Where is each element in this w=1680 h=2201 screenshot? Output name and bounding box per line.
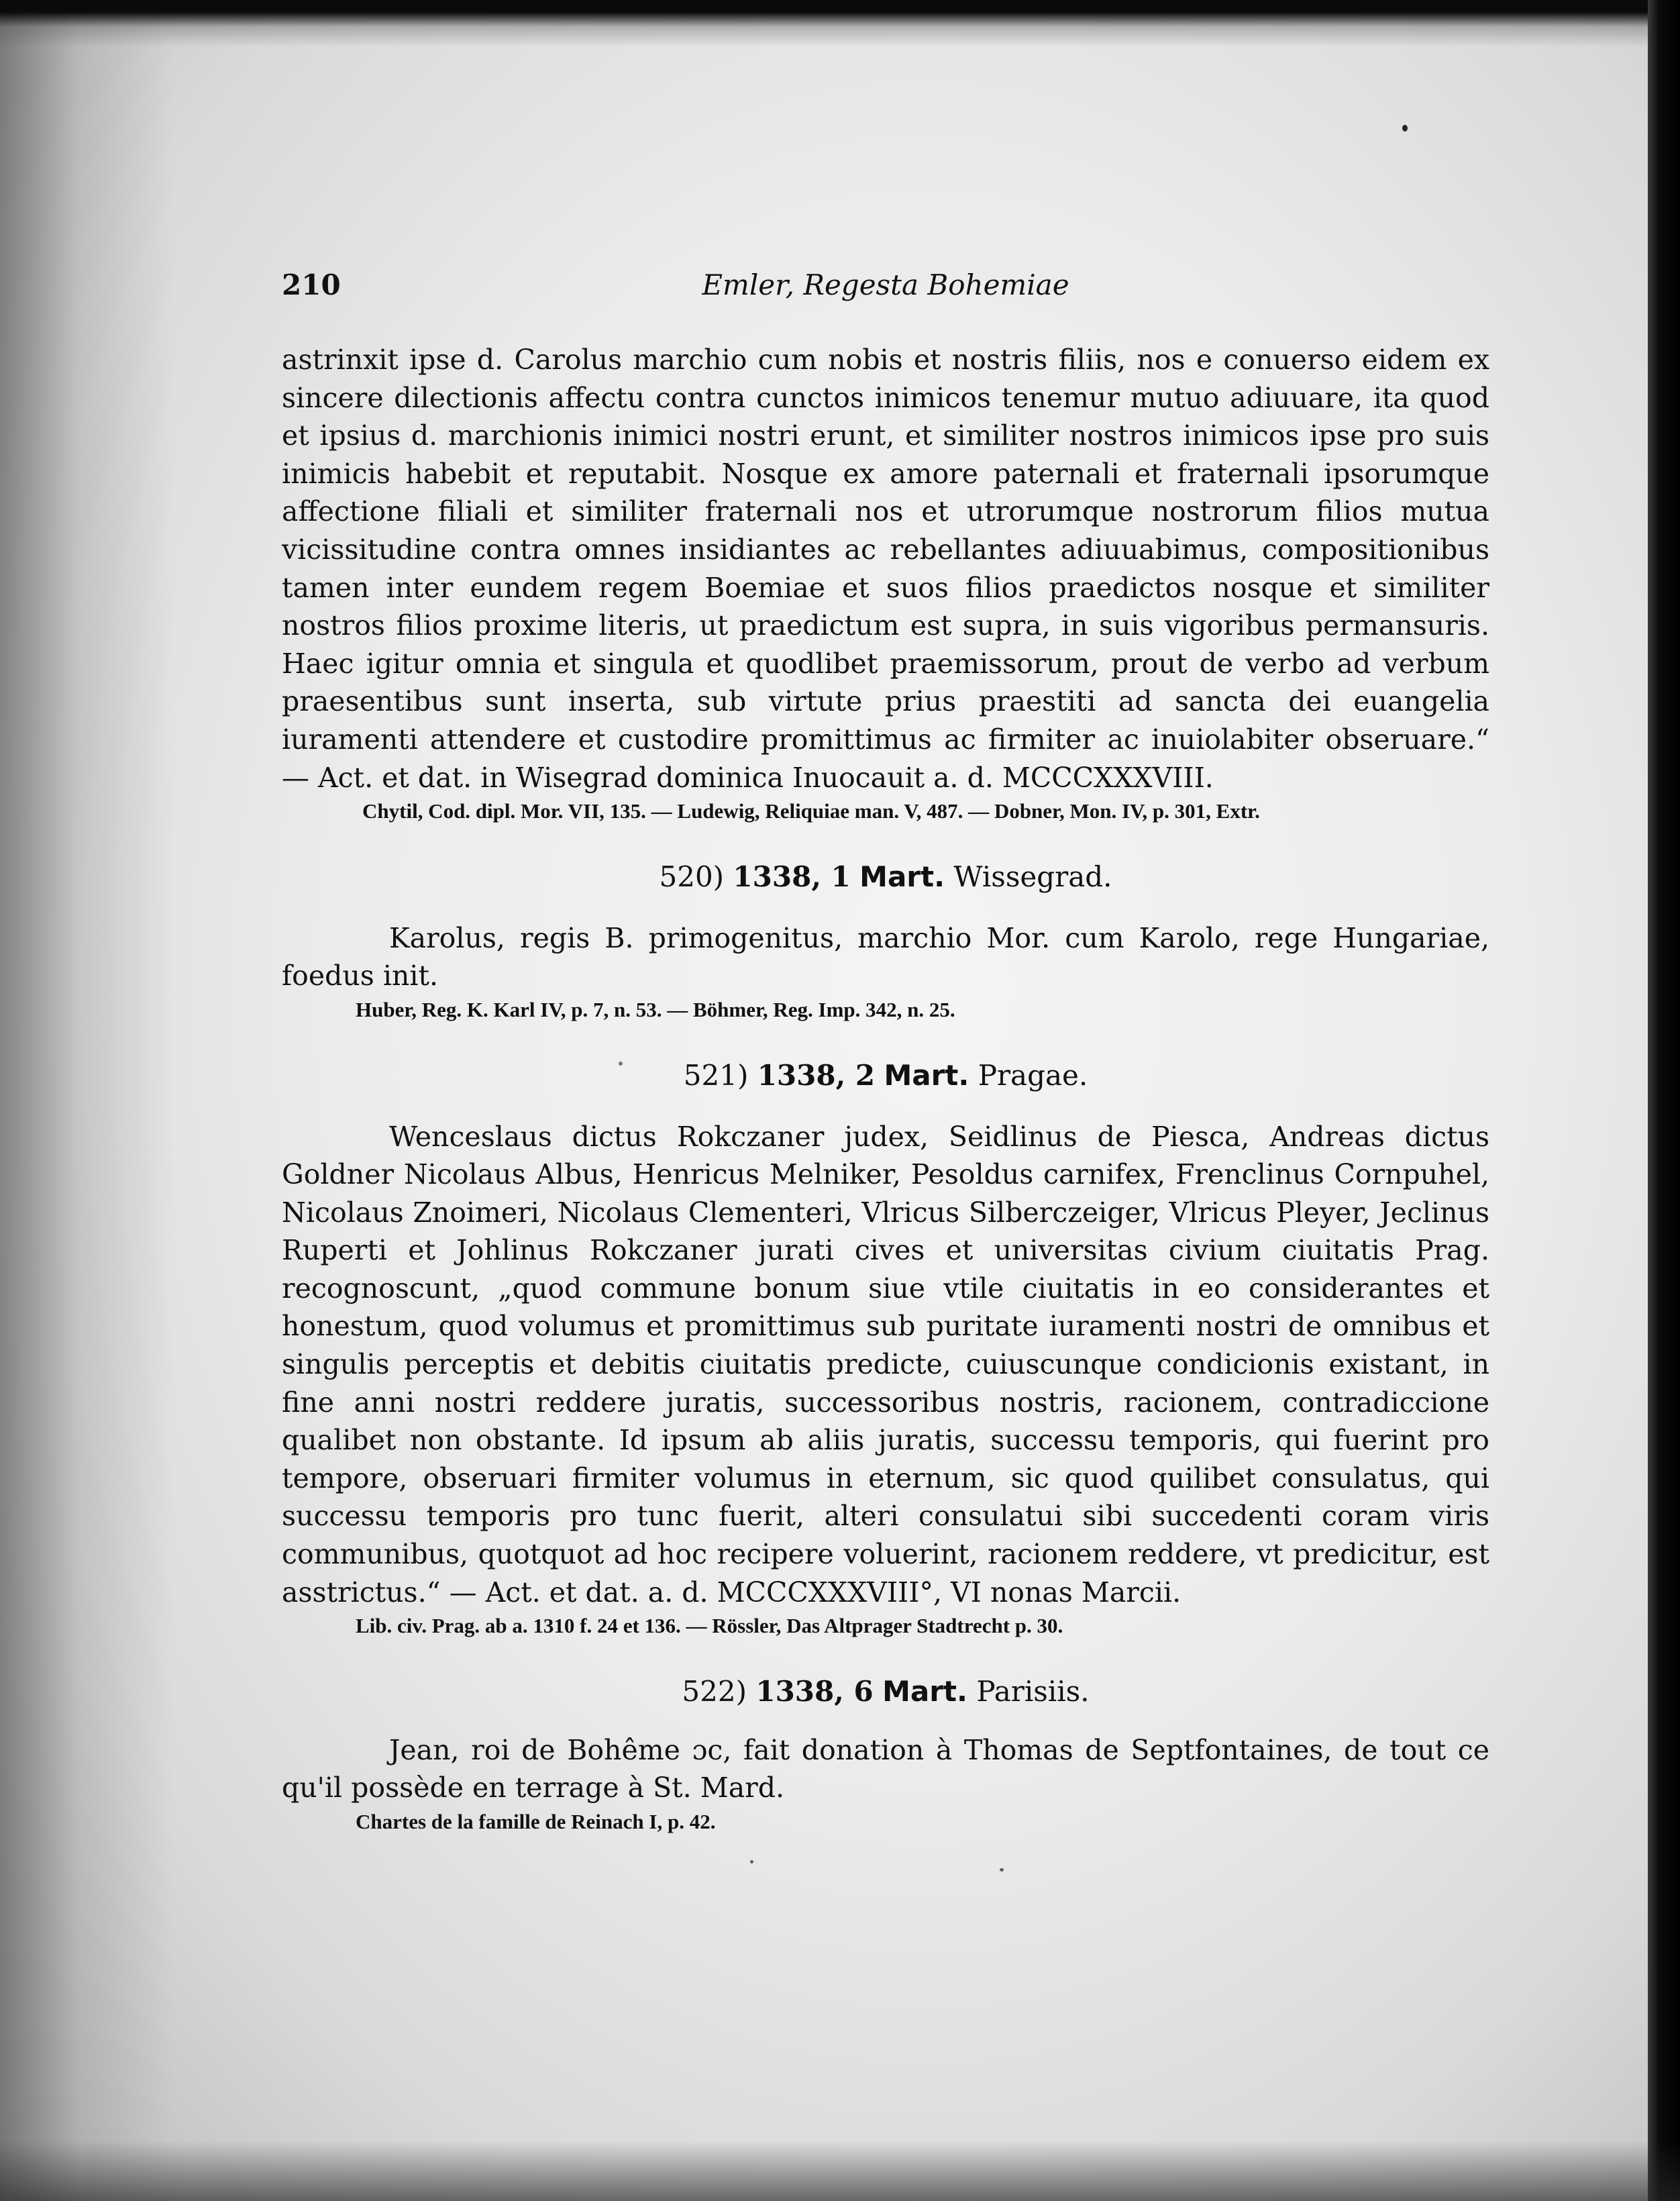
entry-month: Mart. <box>859 860 945 894</box>
scan-border-right <box>1648 0 1680 2201</box>
page-body <box>282 341 1489 1837</box>
entry-number: 521) <box>683 1058 749 1092</box>
entry-citation-521: Lib. civ. Prag. ab a. 1310 f. 24 et 136. — Rössler, Das Altprager Stadtrecht p. 30. <box>356 1614 1063 1638</box>
entry-place: Pragae. <box>978 1058 1088 1092</box>
entry-heading-520 <box>282 858 1489 897</box>
scan-speck <box>750 1860 753 1863</box>
entry-text-521: Wenceslaus dictus Rokczaner judex, Seidlinus de Piesca, Andreas dictus Goldner Nicolaus Albus, Henricus Melniker, Pesoldus carnifex, Frenclinus Cornpuhel, Nicolaus Znoimeri, Nicolaus Clementeri, Vlricus Silberczeiger, Vlricus Pleyer, Jeclinus Ruperti et Johlinus Rokczaner jurati cives et universitas civium ciuitatis Prag. recognoscunt, „quod commune bonum siue vtile ciuitatis in eo considerantes et honestum, quod volumus et promittimus sub puritate iuramenti nostri de omnibus et singulis perceptis et debitis ciuitatis predicte, cuiuscunque condicionis existant, in fine anni nostri reddere juratis, successoribus nostris, racionem, contradiccione qualibet non obstante. Id ipsum ab aliis juratis, successu temporis, qui fuerint pro tempore, obseruari firmiter volumus in eternum, sic quod quilibet consulatus, qui successu temporis pro tunc fuerit, alteri consulatui sibi succedenti coram viris communibus, quotquot ad hoc recipere voluerint, racionem reddere, vt predicitur, est asstrictus.“ — Act. et dat. a. d. MCCCXXXVIII°, VI nonas Marcii. <box>282 1120 1489 1608</box>
entry-month: Mart. <box>882 1675 967 1708</box>
scan-speck <box>1000 1868 1004 1872</box>
continuation-paragraph: astrinxit ipse d. Carolus marchio cum nobis et nostris filiis, nos e conuerso eidem ex sincere dilectionis affectu contra cunctos inimicos tenemur mutuo adiuuare, ita quod et ipsius d. marchionis inimici nostri erunt, et similiter nostros inimicos ipse pro suis inimicis habebit et reputabit. Nosque ex amore paternali et fraternali ipsorumque affectione filiali et similiter fraternali nos et utrorumque nostrorum filios mutua vicissitudine contra omnes insidiantes ac rebellantes adiuuabimus, compositionibus tamen inter eundem regem Boemiae et suos filios praedictos nosque et similiter nostros filios proxime literis, ut praedictum est supra, in suis vigoribus permansuris. Haec igitur omnia et singula et quodlibet praemissorum, prout de verbo ad verbum praesentibus sunt inserta, sub virtute prius praestiti ad sancta dei euangelia iuramenti attendere et custodire promittimus ac firmiter ac inuiolabiter obseruare.“ — Act. et dat. in Wisegrad dominica Inuocauit a. d. MCCCXXXVIII. <box>282 344 1489 794</box>
scan-speck <box>1402 125 1408 132</box>
scan-shadow-bottom <box>0 2141 1680 2201</box>
entry-date: 1338, 2 <box>757 1058 876 1092</box>
entry-number: 522) <box>682 1675 747 1708</box>
entry-text-520: Karolus, regis B. primogenitus, marchio Mor. cum Karolo, rege Hungariae, foedus init. <box>282 921 1489 992</box>
entry-place: Parisiis. <box>976 1675 1090 1708</box>
entry-date: 1338, 1 <box>733 860 851 894</box>
continuation-citation: Chytil, Cod. dipl. Mor. VII, 135. — Ludewig, Reliquiae man. V, 487. — Dobner, Mon. IV, p. 301, Extr. <box>362 799 1260 823</box>
entry-heading-522 <box>282 1673 1489 1711</box>
entry-number: 520) <box>659 860 725 894</box>
running-head <box>282 268 1489 309</box>
entry-date: 1338, 6 <box>755 1675 874 1708</box>
entry-place: Wissegrad. <box>953 860 1112 894</box>
entry-heading-521 <box>282 1057 1489 1095</box>
running-title: Emler, Regesta Bohemiae <box>702 268 1069 301</box>
scan-border-top <box>0 0 1680 47</box>
entry-citation-522: Chartes de la famille de Reinach I, p. 42. <box>356 1810 716 1833</box>
page-number: 210 <box>282 268 341 301</box>
scan-shadow-left <box>0 0 174 2201</box>
entry-citation-520: Huber, Reg. K. Karl IV, p. 7, n. 53. — Böhmer, Reg. Imp. 342, n. 25. <box>356 997 955 1021</box>
entry-month: Mart. <box>884 1058 969 1092</box>
entry-text-522: Jean, roi de Bohême ɔc, fait donation à Thomas de Septfontaines, de tout ce qu'il possède en terrage à St. Mard. <box>282 1733 1489 1804</box>
